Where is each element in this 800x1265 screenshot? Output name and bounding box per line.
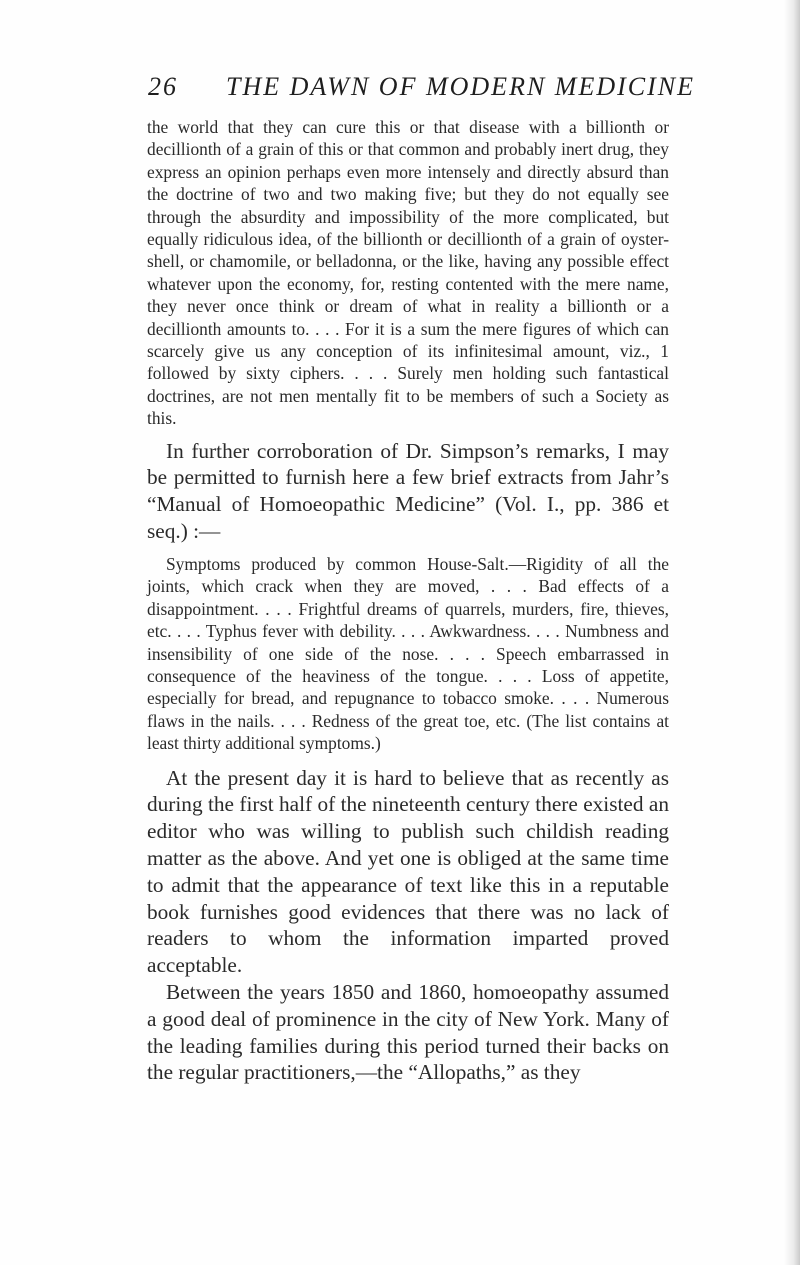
paragraph-new-york: Between the years 1850 and 1860, homoeopathy assumed a good deal of prominence in the city of New York. Many of the leading families during this period turned their backs on the regular practitioners,—the “Allopaths,” as they <box>147 979 669 1085</box>
running-title: THE DAWN OF MODERN MEDICINE <box>226 72 695 101</box>
page-edge-shadow <box>784 0 800 1265</box>
running-head <box>148 72 695 106</box>
paragraph-corroboration: In further corroboration of Dr. Simpson’s remarks, I may be permitted to furnish here a few brief extracts from Jahr’s “Manual of Homoeopathic Medicine” (Vol. I., pp. 386 et seq.) :— <box>147 438 669 544</box>
page-number: 26 <box>148 72 178 101</box>
body-text <box>147 116 669 1086</box>
quoted-paragraph-jahr-symptoms: Symptoms produced by common House-Salt.—Rigidity of all the joints, which crack when they are moved, . . . Bad effects of a disappointment. . . . Frightful dreams of quarrels, murders, fire, thieves, etc. . . . Typhus fever with debility. . . . Awkwardness. . . . Numbness and insensibility of one side of the nose. . . . Speech embarrassed in consequence of the heaviness of the tongue. . . . Loss of appetite, especially for bread, and repugnance to tobacco smoke. . . . Numerous flaws in the nails. . . . Redness of the great toe, etc. (The list contains at least thirty additional symptoms.) <box>147 553 669 754</box>
paragraph-present-day: At the present day it is hard to believe that as recently as during the first half of the nineteenth century there existed an editor who was willing to publish such childish reading matter as the above. And yet one is obliged at the same time to admit that the appearance of text like this in a reputable book furnishes good evidences that there was no lack of readers to whom the information imparted proved acceptable. <box>147 765 669 978</box>
quoted-paragraph-simpson: the world that they can cure this or that disease with a billionth or decillionth of a grain of this or that common and probably inert drug, they express an opinion perhaps even more intensely and directly absurd than the doctrine of two and two making five; but they do not equally see through the absurdity and impossibility of the more complicated, but equally ridiculous idea, of the billionth or decillionth of a grain of oyster-shell, or chamomile, or belladonna, or the like, having any possible effect whatever upon the economy, for, resting contented with the mere name, they never once think or dream of what in reality a billionth or a decillionth amounts to. . . . For it is a sum the mere figures of which can scarcely give us any conception of its infinitesimal amount, viz., 1 followed by sixty ciphers. . . . Surely men holding such fantastical doctrines, are not men mentally fit to be members of such a Society as this. <box>147 117 669 429</box>
